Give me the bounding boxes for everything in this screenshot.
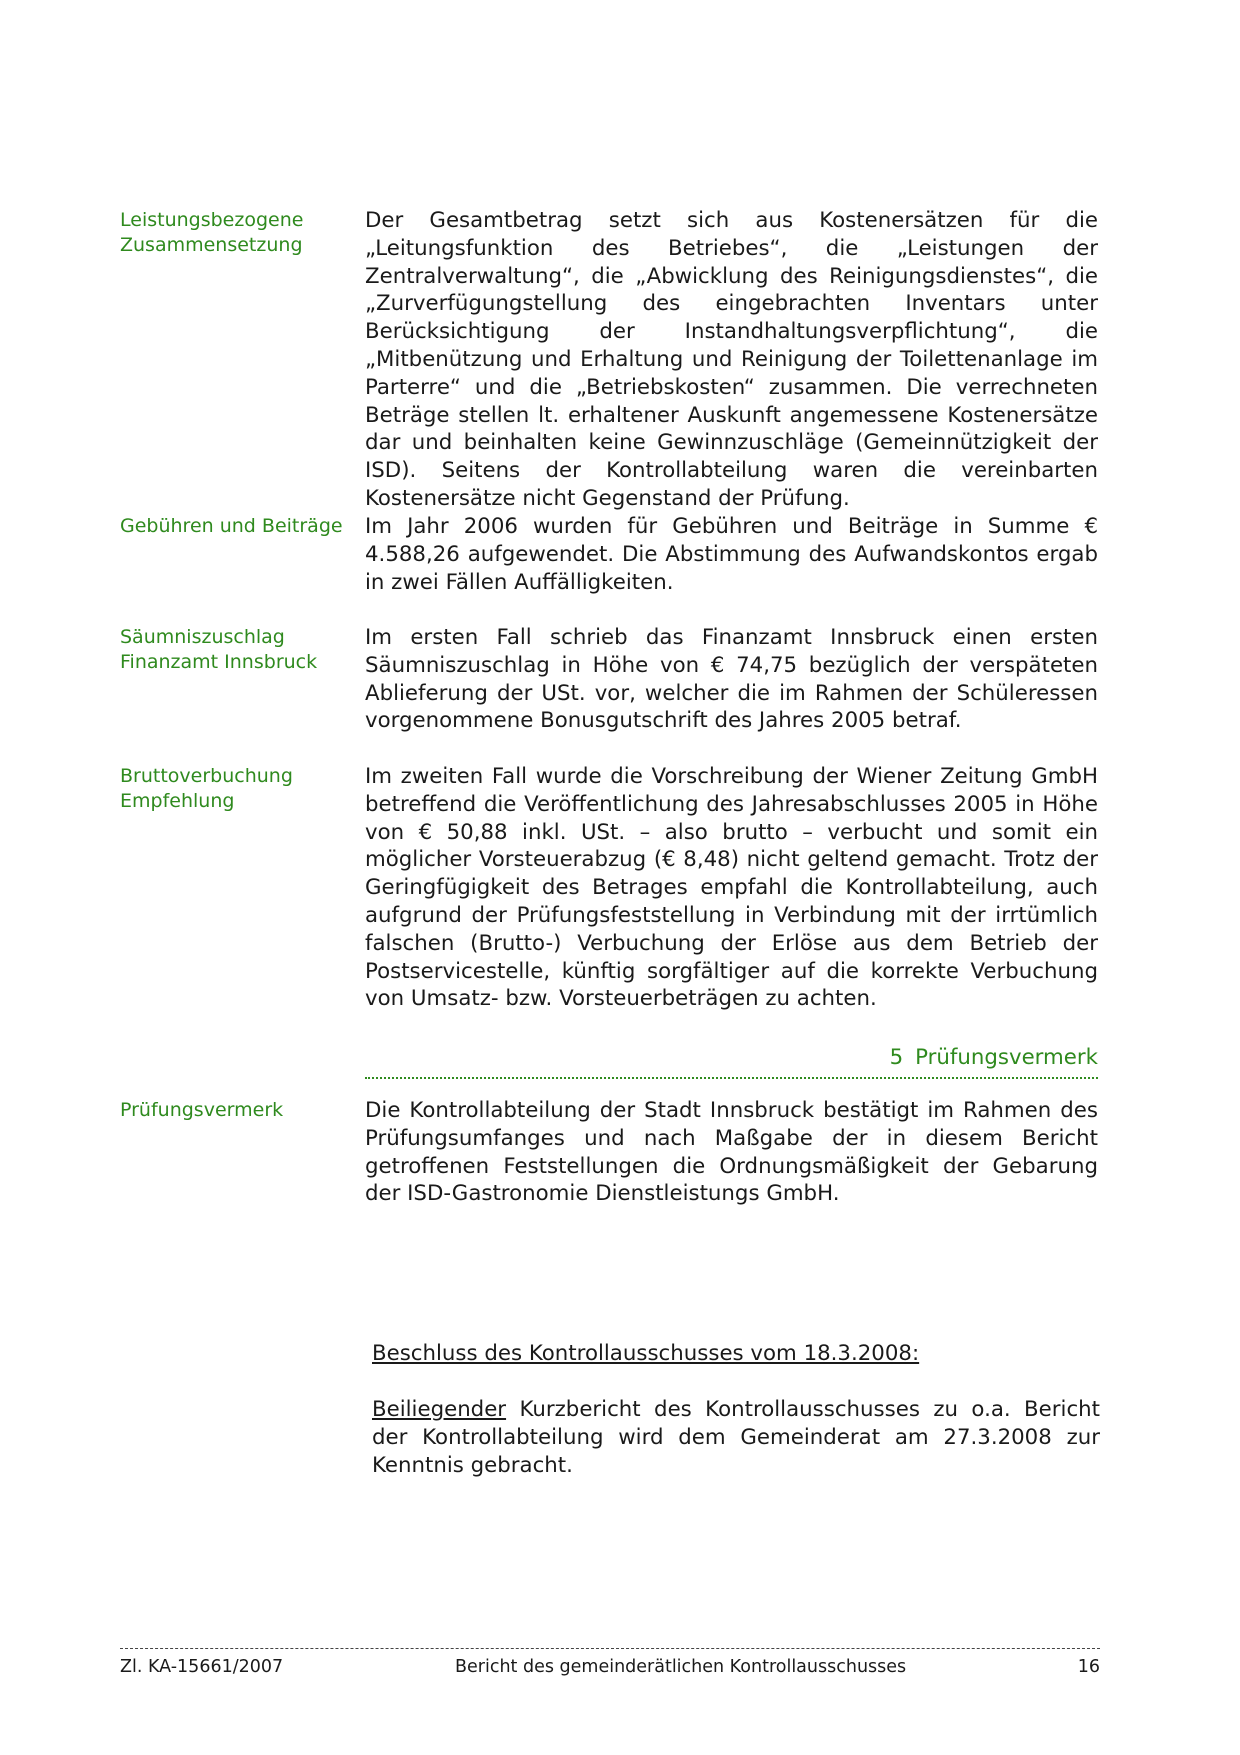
margin-note-line: Prüfungsvermerk: [120, 1099, 284, 1121]
footer-divider: [120, 1648, 1100, 1649]
margin-note-line: Zusammensetzung: [120, 234, 303, 256]
margin-note-line: Finanzamt Innsbruck: [120, 651, 318, 673]
margin-note-line: Säumniszuschlag: [120, 626, 285, 648]
paragraph-pruefungsvermerk: Die Kontrollabteilung der Stadt Innsbruck bestätigt im Rahmen des Prüfungsumfanges und nach Maßgabe der in diesem Bericht getroffenen Feststellungen die Ordnungsmäßigkeit der Gebarung der ISD-Gastronomie Dienstleistungs GmbH.: [365, 1098, 1098, 1207]
margin-note-pruefungsvermerk: [120, 1098, 350, 1123]
paragraph-saeumniszuschlag: Im ersten Fall schrieb das Finanzamt Innsbruck einen ersten Säumniszuschlag in Höhe von € 74,75 bezüglich der verspäteten Ablieferung der USt. vor, welcher die im Rahmen der Schüleressen vorgenommene Bonusgutschrift des Jahres 2005 betraf.: [365, 625, 1098, 734]
resolution-title-text: Beschluss des Kontrollausschusses vom 18.3.2008:: [372, 1341, 920, 1366]
resolution-text: Kurzbericht des Kontrollausschusses zu o.a. Bericht der Kontrollabteilung wird dem Gemeinderat am 27.3.2008 zur Kenntnis gebracht.: [372, 1397, 1100, 1478]
paragraph-leistungsbezogene: Der Gesamtbetrag setzt sich aus Kostenersätzen für die „Leitungsfunktion des Betriebes“, die „Leistungen der Zentralverwaltung“, die „Abwicklung des Reinigungsdienstes“, die „Zurverfügungstellung des eingebrachten Inventars unter Berücksichtigung der Instandhaltungsverpflichtung“, die „Mitbenützung und Erhaltung und Reinigung der Toilettenanlage im Parterre“ und die „Betriebskosten“ zusammen. Die verrechneten Beträge stellen lt. erhaltener Auskunft angemessene Kostenersätze dar und beinhalten keine Gewinnzuschläge (Gemeinnützigkeit der ISD). Seitens der Kontrollabteilung waren die vereinbarten Kostenersätze nicht Gegenstand der Prüfung.: [365, 208, 1098, 511]
margin-note-gebuehren: [120, 514, 350, 539]
margin-note-line: Bruttoverbuchung: [120, 765, 293, 787]
footer-reference: Zl. KA-15661/2007: [120, 1657, 284, 1677]
margin-note-line: Leistungsbezogene: [120, 209, 304, 231]
section-number: 5: [889, 1045, 904, 1070]
resolution-lead-word: Beiliegender: [372, 1397, 507, 1422]
section-title: Prüfungsvermerk: [915, 1045, 1098, 1070]
section-heading: [365, 1044, 1098, 1079]
page-number: 16: [1077, 1657, 1100, 1677]
margin-note-leistungsbezogene: [120, 208, 350, 258]
resolution-title: [372, 1340, 1100, 1368]
margin-note-saeumniszuschlag: [120, 625, 350, 675]
paragraph-gebuehren: Im Jahr 2006 wurden für Gebühren und Beiträge in Summe € 4.588,26 aufgewendet. Die Abstimmung des Aufwandskontos ergab in zwei Fällen Auffälligkeiten.: [365, 514, 1098, 595]
paragraph-bruttoverbuchung: Im zweiten Fall wurde die Vorschreibung der Wiener Zeitung GmbH betreffend die Veröffentlichung des Jahresabschlusses 2005 in Höhe von € 50,88 inkl. USt. – also brutto – verbucht und somit ein möglicher Vorsteuerabzug (€ 8,48) nicht geltend gemacht. Trotz der Geringfügigkeit des Betrages empfahl die Kontrollabteilung, auch aufgrund der Prüfungsfeststellung in Verbindung mit der irrtümlich falschen (Brutto-) Verbuchung der Erlöse aus dem Betrieb der Postservicestelle, künftig sorgfältiger auf die korrekte Verbuchung von Umsatz- bzw. Vorsteuerbeträgen zu achten.: [365, 764, 1098, 1012]
resolution-paragraph: [372, 1396, 1100, 1479]
footer-title: Bericht des gemeinderätlichen Kontrollausschusses: [455, 1657, 907, 1677]
margin-note-line: Empfehlung: [120, 790, 235, 812]
margin-note-line: Gebühren und Beiträge: [120, 515, 343, 537]
margin-note-bruttoverbuchung: [120, 764, 350, 814]
